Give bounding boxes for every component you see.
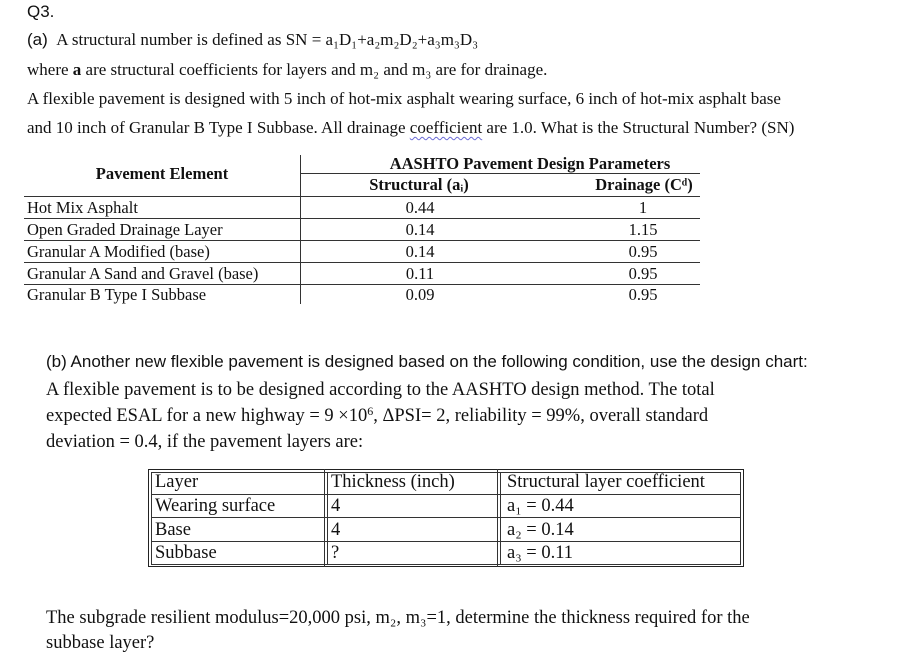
table1-cell-element: Granular A Sand and Gravel (base) [27,264,259,283]
part-a-where-line [27,60,547,80]
table1-cell-element: Hot Mix Asphalt [27,198,138,217]
table1-cell-element: Granular B Type I Subbase [27,285,207,304]
table1-cell-drainage: 0.95 [628,242,658,261]
col-header-pavement-element: Pavement Element [95,164,229,183]
table1-cell-drainage: 1 [638,198,648,217]
table2-cell-thickness: ? [331,543,340,563]
col-header-structural: Structural (aᵢ) [369,175,469,194]
where-prefix: where [27,60,73,79]
table1-cell-structural: 0.11 [405,264,435,283]
structural-number-definition: A structural number is defined as SN = a₁D₁+a₂m₂D₂+a₃m₃D₃ [56,30,479,49]
part-b-line-1: A flexible pavement is to be designed according to the AASHTO design method. The total [46,380,715,400]
table1-cell-structural: 0.14 [405,220,435,239]
part-a-definition-line [27,30,478,50]
table2-cell-thickness: 4 [331,496,341,516]
table2-cell-layer: Base [155,520,191,540]
part-b-line-2 [46,406,708,427]
where-bold-a: a [72,60,82,79]
where-suffix: are structural coefficients for layers and m₂ and m₃ are for drainage. [81,60,548,79]
table2-header-thickness: Thickness (inch) [331,472,455,492]
problem-line-2-end: are 1.0. What is the Structural Number? (SN) [482,118,795,137]
table2-header-coefficient: Structural layer coefficient [507,472,705,492]
table1-cell-drainage: 0.95 [628,285,658,304]
table1-cell-drainage: 0.95 [628,264,658,283]
table1-cell-structural: 0.09 [405,285,435,304]
part-b-line-3: deviation = 0.4, if the pavement layers are: [46,432,364,452]
question-number: Q3. [27,2,55,21]
table2-cell-layer: Wearing surface [155,496,276,516]
closing-line-2: subbase layer? [46,633,155,653]
part-b-intro: (b) Another new flexible pavement is designed based on the following condition, use the design chart: [46,352,808,371]
table1-cell-structural: 0.44 [405,198,435,217]
table1-cell-structural: 0.14 [405,242,435,261]
problem-line-2-start: and 10 inch of Granular B Type I Subbase. All drainage [27,118,410,137]
psi-reliability-text: , ΔPSI= 2, reliability = 99%, overall standard [373,406,709,426]
table2-cell-coef: a₃ = 0.11 [507,543,574,563]
esal-exponent: 6 [367,404,374,418]
table2-cell-coef: a₁ = 0.44 [507,496,574,516]
table1-cell-element: Granular A Modified (base) [27,242,210,261]
esal-text: expected ESAL for a new highway = 9 ×10 [46,406,368,426]
table1-cell-element: Open Graded Drainage Layer [27,220,223,239]
table1-cell-drainage: 1.15 [628,220,658,239]
spellcheck-underlined-word: coefficient [409,118,483,137]
part-a-problem-line-1: A flexible pavement is designed with 5 inch of hot-mix asphalt wearing surface, 6 inch of hot-mix asphalt base [27,89,781,108]
table2-cell-coef: a₂ = 0.14 [507,520,574,540]
part-a-label: (a) [27,30,48,49]
table2-cell-layer: Subbase [155,543,217,563]
col-header-drainage: Drainage (Cᵈ) [595,175,693,194]
part-a-problem-line-2 [27,118,794,138]
table2-cell-thickness: 4 [331,520,341,540]
closing-line-1: The subgrade resilient modulus=20,000 psi, m₂, m₃=1, determine the thickness required for the [46,608,750,628]
group-header-aashto: AASHTO Pavement Design Parameters [389,154,671,173]
table2-header-layer: Layer [155,472,199,492]
